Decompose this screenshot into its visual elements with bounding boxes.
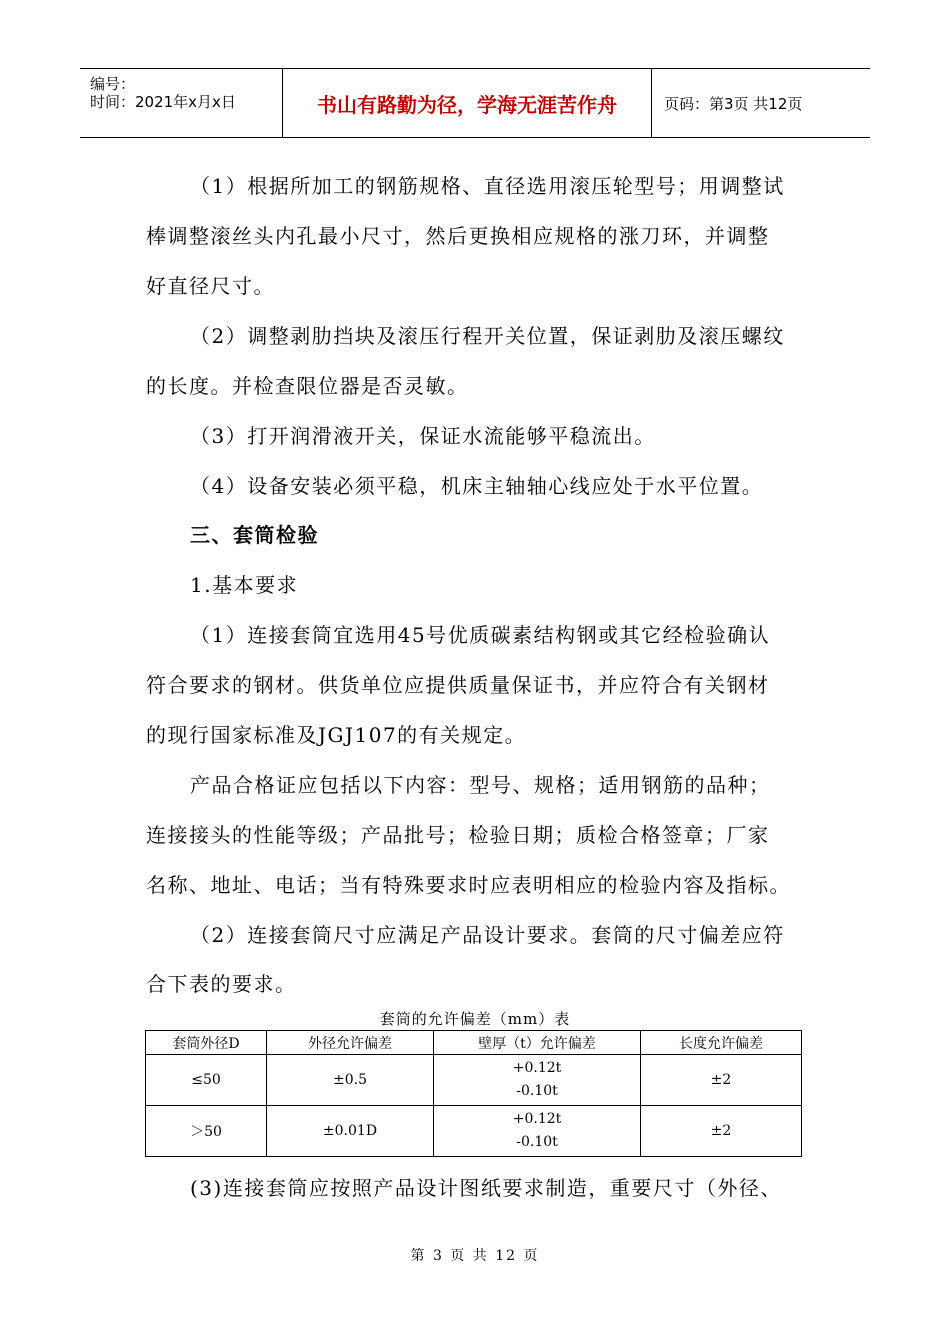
wall-plus: +0.12t xyxy=(512,1060,562,1076)
wall-plus: +0.12t xyxy=(512,1111,562,1127)
table-caption: 套筒的允许偏差（mm）表 xyxy=(379,1010,571,1028)
column-header: 外径允许偏差 xyxy=(267,1031,434,1055)
paragraph-line: （3）打开润滑液开关，保证水流能够平稳流出。 xyxy=(190,424,656,448)
paragraph-line: （2）连接套筒尺寸应满足产品设计要求。套筒的尺寸偏差应符 xyxy=(190,923,785,947)
paragraph-line: （4）设备安装必须平稳，机床主轴轴心线应处于水平位置。 xyxy=(190,474,764,498)
table-cell xyxy=(434,1106,641,1157)
tolerance-table xyxy=(145,1030,802,1157)
table-row xyxy=(146,1106,802,1157)
header-motto: 书山有路勤为径，学海无涯苦作舟 xyxy=(283,69,652,137)
column-header: 套筒外径D xyxy=(146,1031,267,1055)
table-cell: ＞50 xyxy=(146,1106,267,1157)
paragraph-line: （1）连接套筒宜选用45号优质碳素结构钢或其它经检验确认 xyxy=(190,623,771,647)
paragraph-line: 符合要求的钢材。供货单位应提供质量保证书，并应符合有关钢材 xyxy=(146,673,770,697)
paragraph-line: 棒调整滚丝头内孔最小尺寸，然后更换相应规格的涨刀环，并调整 xyxy=(146,224,770,248)
subsection-heading: 1.基本要求 xyxy=(190,573,299,597)
page-header xyxy=(80,68,870,138)
section-heading: 三、套筒检验 xyxy=(190,523,319,547)
paragraph-line: （2）调整剥肋挡块及滚压行程开关位置，保证剥肋及滚压螺纹 xyxy=(190,324,785,348)
wall-minus: -0.10t xyxy=(516,1134,558,1150)
date-label: 时间：2021年x月x日 xyxy=(90,93,236,111)
paragraph-line: 产品合格证应包括以下内容：型号、规格；适用钢筋的品种； xyxy=(190,773,771,797)
paragraph-line: 名称、地址、电话；当有特殊要求时应表明相应的检验内容及指标。 xyxy=(146,873,791,897)
page-footer: 第 3 页 共 12 页 xyxy=(410,1248,540,1264)
table-cell: ±2 xyxy=(641,1106,802,1157)
paragraph-line: 的长度。并检查限位器是否灵敏。 xyxy=(146,374,469,398)
paragraph-line: 的现行国家标准及JGJ107的有关规定。 xyxy=(146,723,527,747)
table-row xyxy=(146,1055,802,1106)
column-header: 壁厚（t）允许偏差 xyxy=(434,1031,641,1055)
paragraph-line: （1）根据所加工的钢筋规格、直径选用滚压轮型号；用调整试 xyxy=(190,174,785,198)
table-cell: ±0.01D xyxy=(267,1106,434,1157)
header-meta xyxy=(80,69,283,137)
table-cell: ±2 xyxy=(641,1055,802,1106)
paragraph-line: 连接接头的性能等级；产品批号；检验日期；质检合格签章；厂家 xyxy=(146,823,770,847)
table-cell xyxy=(434,1055,641,1106)
wall-minus: -0.10t xyxy=(516,1083,558,1099)
column-header: 长度允许偏差 xyxy=(641,1031,802,1055)
code-label: 编号： xyxy=(90,75,136,93)
table-cell: ≤50 xyxy=(146,1055,267,1106)
paragraph-line: (3)连接套筒应按照产品设计图纸要求制造，重要尺寸（外径、 xyxy=(190,1176,782,1200)
paragraph-line: 好直径尺寸。 xyxy=(146,274,275,298)
header-page-number: 页码：第3页 共12页 xyxy=(664,94,803,113)
table-cell: ±0.5 xyxy=(267,1055,434,1106)
table-header-row xyxy=(146,1031,802,1055)
paragraph-line: 合下表的要求。 xyxy=(146,972,297,996)
